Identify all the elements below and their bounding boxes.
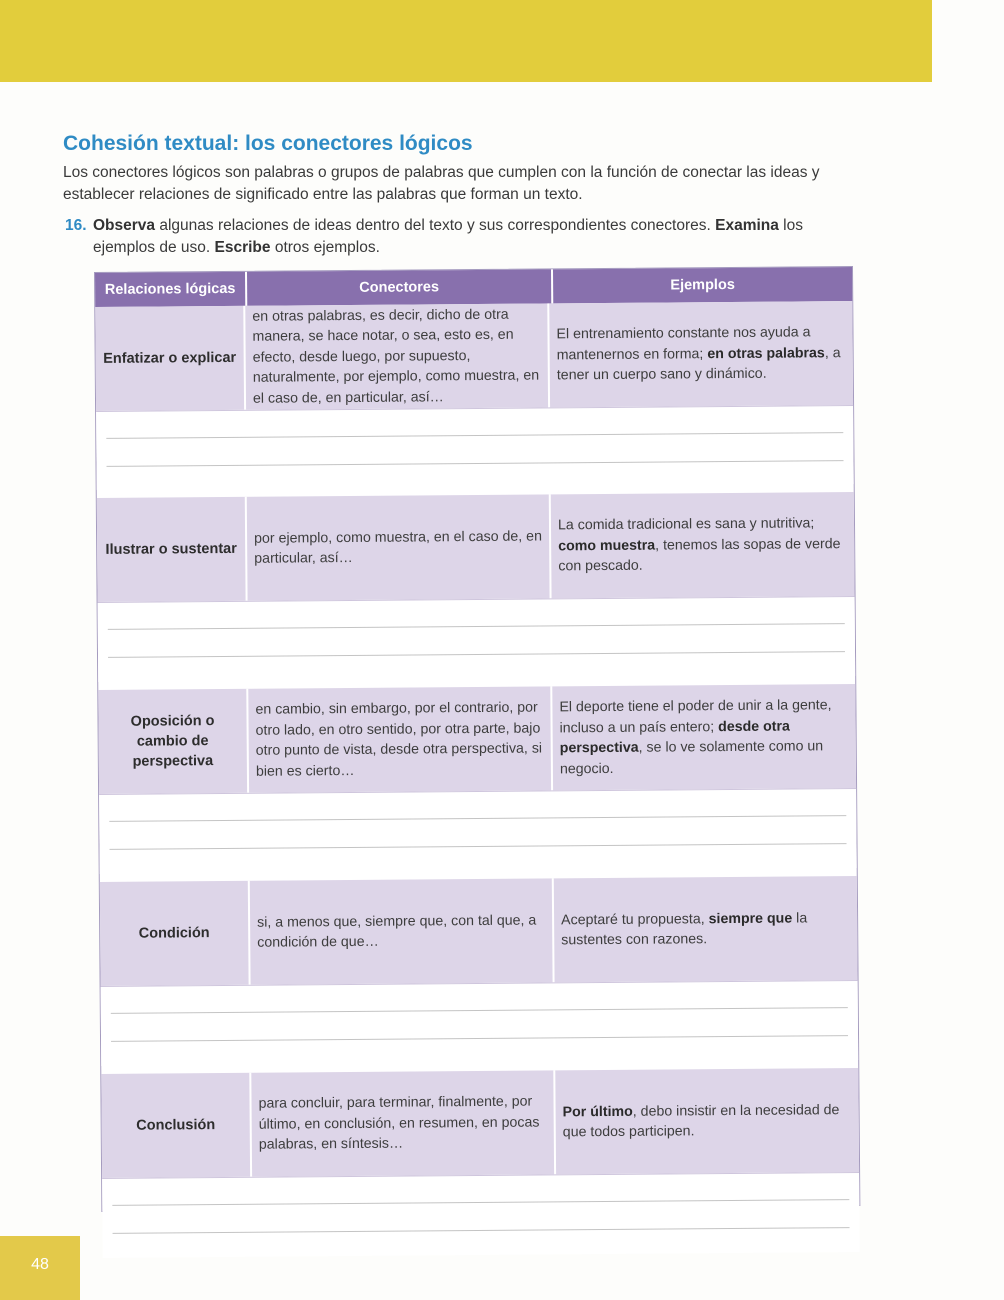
example-cell: El deporte tiene el poder de unir a la gente, incluso a un país entero; desde otra perspectiva, se lo ve solamente como un negocio. bbox=[559, 697, 832, 777]
relation-cell: Oposición o cambio de perspectiva bbox=[98, 689, 249, 794]
page-number: 48 bbox=[0, 1236, 80, 1300]
top-color-band bbox=[0, 0, 932, 82]
activity-text-2: los ejemplos de uso. bbox=[93, 217, 803, 256]
writing-line[interactable] bbox=[112, 1199, 849, 1206]
writing-line[interactable] bbox=[108, 651, 845, 658]
writing-line[interactable] bbox=[107, 460, 844, 467]
writing-line[interactable] bbox=[111, 1007, 848, 1014]
activity-verb-examina: Examina bbox=[715, 217, 779, 234]
activity-number: 16. bbox=[65, 217, 87, 234]
connectors-cell: en otras palabras, es decir, dicho de otra manera, se hace notar, o sea, esto es, en efecto, desde luego, por supuesto, naturalmente, por ejemplo, como muestra, en el caso de, en particular, así… bbox=[245, 303, 550, 409]
intro-paragraph: Los conectores lógicos son palabras o grupos de palabras que cumplen con la función de conectar las ideas y establecer relaciones de significado entre las palabras que forman un texto. bbox=[63, 164, 820, 203]
relation-cell: Condición bbox=[100, 881, 251, 986]
activity-text-3: otros ejemplos. bbox=[270, 239, 380, 256]
example-cell: Aceptaré tu propuesta, siempre que la sustentes con razones. bbox=[561, 909, 808, 949]
connectors-cell: en cambio, sin embargo, por el contrario, por otro lado, en otro sentido, por otra parte, bajo otro punto de vista, desde otra perspectiva, si bien es cierto… bbox=[248, 686, 553, 792]
header-relaciones: Relaciones lógicas bbox=[95, 272, 247, 307]
connectors-table bbox=[94, 266, 860, 1212]
example-cell: Por último, debo insistir en la necesidad de que todos participen. bbox=[562, 1101, 840, 1141]
writing-lines[interactable] bbox=[98, 596, 856, 682]
header-ejemplos: Ejemplos bbox=[670, 276, 735, 294]
header-conectores: Conectores bbox=[247, 269, 553, 305]
writing-line[interactable] bbox=[110, 843, 847, 850]
writing-line[interactable] bbox=[109, 815, 846, 822]
writing-lines[interactable] bbox=[99, 788, 857, 874]
writing-lines[interactable] bbox=[96, 405, 854, 490]
table-row bbox=[100, 876, 858, 986]
activity-16 bbox=[63, 215, 845, 259]
connectors-cell: por ejemplo, como muestra, en el caso de, en particular, así… bbox=[247, 494, 552, 600]
section-title: Cohesión textual: los conectores lógicos bbox=[63, 132, 473, 155]
example-cell: La comida tradicional es sana y nutritiva; como muestra, tenemos las sopas de verde con pescado. bbox=[557, 515, 841, 575]
relation-cell: Ilustrar o sustentar bbox=[97, 497, 248, 602]
table-row bbox=[101, 1068, 859, 1178]
writing-line[interactable] bbox=[111, 1035, 848, 1042]
relation-cell: Conclusión bbox=[101, 1073, 252, 1178]
writing-line[interactable] bbox=[106, 432, 843, 439]
activity-verb-observa: Observa bbox=[93, 217, 156, 234]
table-row bbox=[95, 301, 853, 411]
connectors-cell: para concluir, para terminar, finalmente, por último, en conclusión, en resumen, en pocas palabras, en síntesis… bbox=[251, 1070, 556, 1176]
relation-cell: Enfatizar o explicar bbox=[95, 306, 246, 411]
table-row bbox=[98, 684, 856, 794]
connectors-cell: si, a menos que, siempre que, con tal que, a condición de que… bbox=[250, 878, 555, 984]
activity-verb-escribe: Escribe bbox=[214, 239, 271, 256]
writing-line[interactable] bbox=[113, 1227, 850, 1234]
example-cell: El entrenamiento constante nos ayuda a mantenernos en forma; en otras palabras, a tener un cuerpo sano y dinámico. bbox=[556, 324, 841, 384]
writing-lines[interactable] bbox=[102, 1172, 860, 1258]
activity-text-1: algunas relaciones de ideas dentro del texto y sus correspondientes conectores. bbox=[155, 217, 716, 234]
writing-lines[interactable] bbox=[101, 980, 859, 1066]
table-row bbox=[97, 492, 855, 602]
writing-line[interactable] bbox=[108, 623, 845, 630]
